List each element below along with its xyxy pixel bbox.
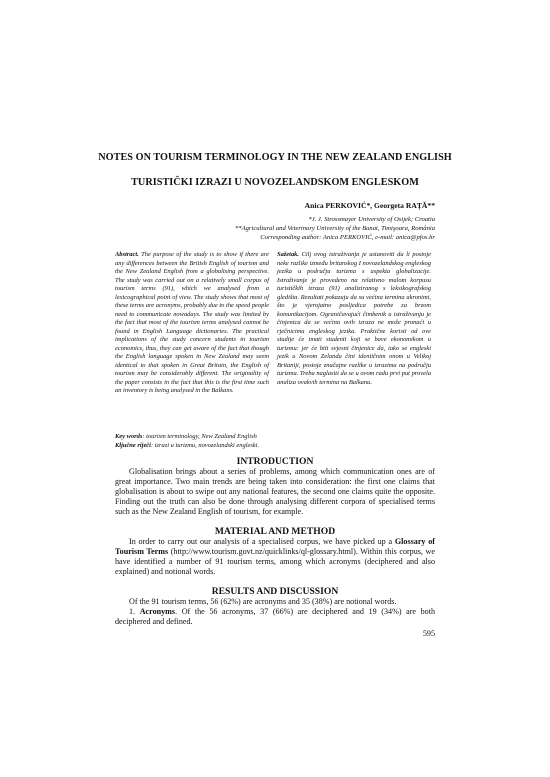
keywords-text: : tourism terminology, New Zealand English xyxy=(142,433,257,440)
paper-title-english: NOTES ON TOURISM TERMINOLOGY IN THE NEW ZEALAND ENGLISH xyxy=(98,152,452,163)
sazetak-label: Sažetak. xyxy=(277,251,299,258)
acronyms-label: Acronyms xyxy=(139,607,176,616)
introduction-paragraph: Globalisation brings about a series of problems, among which communication ones are of great importance. Two main trends are being taken into consideration: the first one claims that globalisation is about to swipe out any national features, the second one claims quite the opposite. Finding out the truth can also be done through analysing different corpora of specialised terms such as the New Zealand English of tourism, for example. xyxy=(115,467,435,516)
results-paragraph-1: Of the 91 tourism terms, 56 (62%) are acronyms and 35 (38%) are notional words. xyxy=(129,597,397,606)
results-paragraph-2 xyxy=(115,607,435,627)
kljucne-rijeci-text: : izrazi u turizmu, novozelandski engleski. xyxy=(150,442,260,449)
abstract-croatian xyxy=(277,251,431,387)
acronyms-number: 1. xyxy=(129,607,140,616)
corresponding-author: Corresponding author: Anica PERKOVIĆ, e-mail: anica@pfos.hr xyxy=(260,234,435,241)
method-paragraph xyxy=(115,537,435,577)
section-heading-introduction: INTRODUCTION xyxy=(236,456,314,467)
affiliation-1: *J. J. Strossmayer University of Osijek; Croatia xyxy=(308,216,435,223)
keywords-label: Key words xyxy=(115,433,143,440)
authors-line: Anica PERKOVIĆ*, Georgeta RAŢĂ** xyxy=(304,201,435,210)
keywords-english xyxy=(115,433,435,440)
kljucne-rijeci-label: Ključne riječi xyxy=(115,442,151,449)
method-text-end: (http://www.tourism.govt.nz/quicklinks/ql-glossary.html). Within this corpus, we have identified a number of 91 tourism terms, among which acronyms (deciphered and also explained) and notional words. xyxy=(115,547,435,576)
section-heading-results: RESULTS AND DISCUSSION xyxy=(211,586,339,597)
section-heading-material-method: MATERIAL AND METHOD xyxy=(214,526,336,537)
affiliation-2: **Agricultural and Veterinary University of the Banat, Timişoara, România xyxy=(235,225,435,232)
keywords-croatian xyxy=(115,442,435,449)
page-number: 595 xyxy=(422,629,435,638)
abstract-english xyxy=(115,251,269,396)
glossary-title: Glossary of Tourism Terms xyxy=(115,537,435,556)
paper-title-croatian: TURISTIČKI IZRAZI U NOVOZELANDSKOM ENGLESKOM xyxy=(131,177,419,188)
acronyms-text: . Of the 56 acronyms, 37 (66%) are deciphered and 19 (34%) are both deciphered and defined. xyxy=(115,607,435,626)
abstract-text: The purpose of the study is to show if there are any differences between the British English of tourism and the New Zealand English from a globalising perspective. The study was carried out on a relatively small corpus of tourism terms (91), which we analysed from a lexicographical point of view. The study shows that most of these terms are acronyms, probably due to the speed people need to communicate nowadays. The study was limited by the fact that most of the tourism terms analysed cannot be found in English Language dictionaries. The practical implications of the study concern students in tourism economics, thus, they can get aware of the fact that though the English language spoken in New Zealand may seem identical to that spoken in Great Britain, the English of tourism may be considerably different. The originality of the paper consists in the fact that this is the first time such an inventory is being analysed in the Balkans. xyxy=(115,251,269,394)
sazetak-text: Cilj ovog istraživanja je ustanoviti da li postoje neke razlike između britanskog I novozelandskog engleskog jezika u području turizma s aspekta globalizacije. Istraživanje je provedeno na relativno malom korpusu turističkih izraza (91) analiziranog s leksikografskog gledišta. Rezultati pokazuju da su većina termina akronimi, što je vjerojatno posljedica potrebe za brzom komunikacijom. Ograničavajući čimbenik u istraživanju je činjenica da se većina ovih izraza ne može pronaći u rječnicima engleskog jezika. Praktične koristi od ove studije će imati studenti koji se bave ekonomikom u turizmu: jer će biti svjesni činjenice da, iako se engleski jezik u Novom Zelandu čini identičnim onom u Velikoj Britaniji, postoje značajne razlike u izrazima na području turizma. Treba naglasiti da se u ovom radu prvi put provela analiza ovakvih termina na Balkanu. xyxy=(277,251,431,386)
method-text-start: In order to carry out our analysis of a specialised corpus, we have picked up a xyxy=(129,537,395,546)
abstract-label: Abstract. xyxy=(115,251,139,258)
